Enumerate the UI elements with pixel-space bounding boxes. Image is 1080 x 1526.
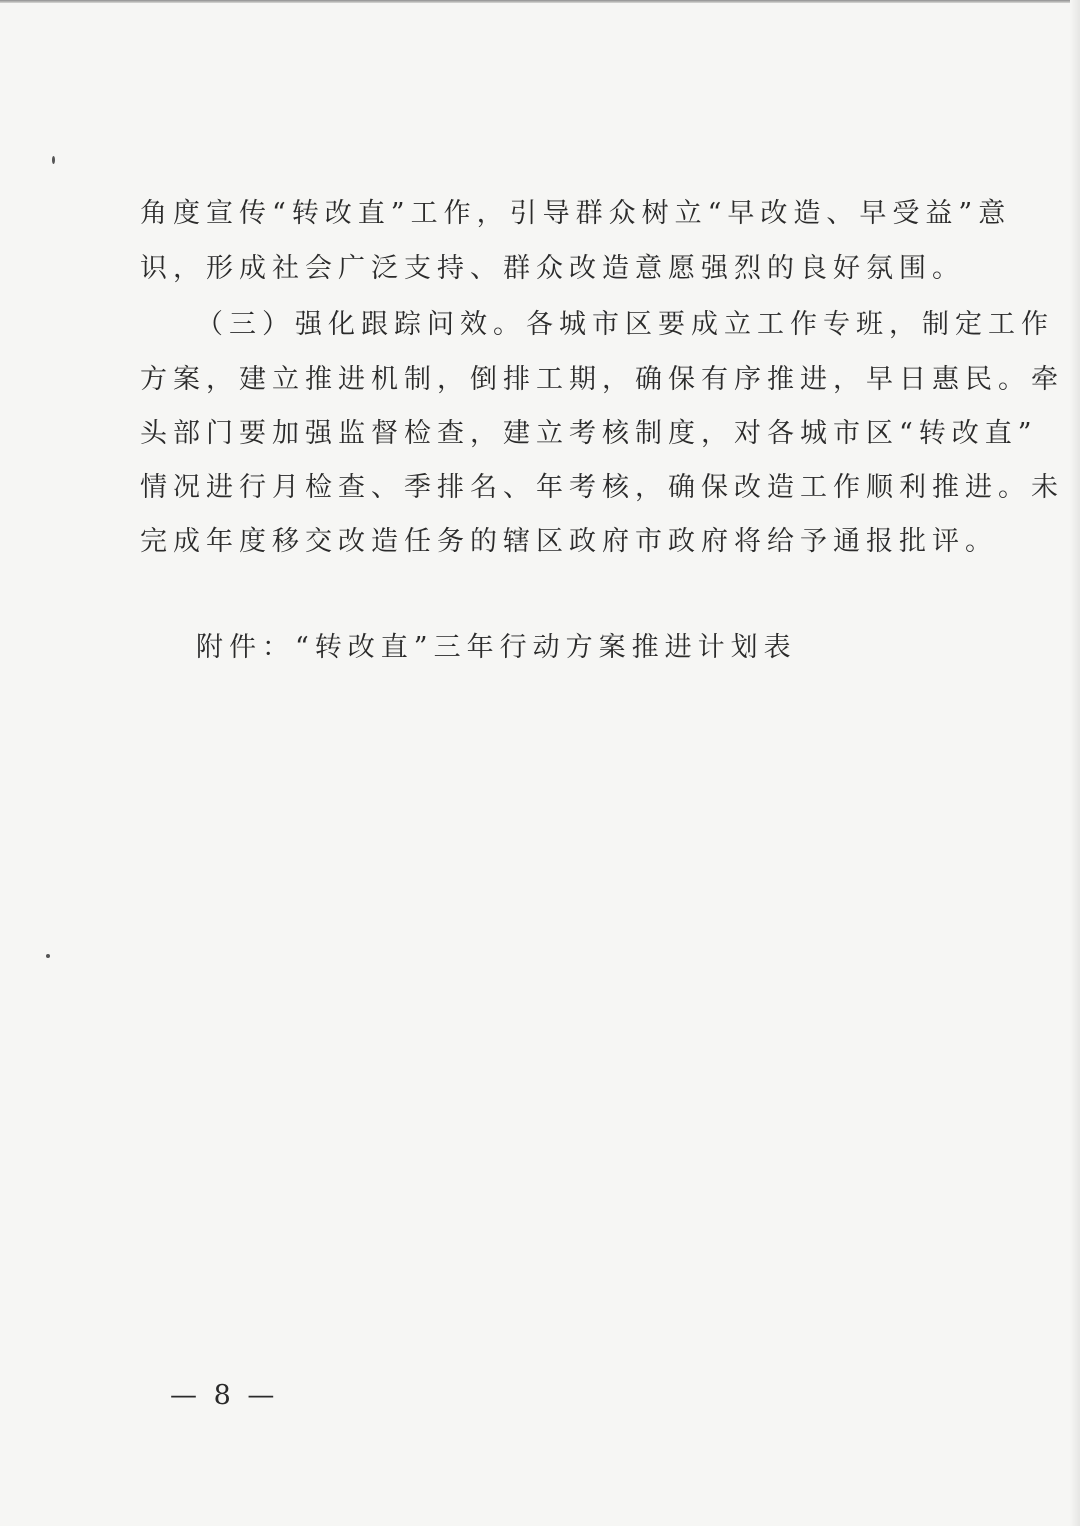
scan-right-edge <box>1070 0 1080 1526</box>
page-number: — 8 — <box>170 1380 279 1411</box>
scan-speck <box>52 156 55 164</box>
body-line-4: 方案，建立推进机制，倒排工期，确保有序推进，早日惠民。牵 <box>140 364 1064 395</box>
body-line-7: 完成年度移交改造任务的辖区政府市政府将给予通报批评。 <box>140 526 998 557</box>
scan-top-edge <box>0 0 1080 3</box>
body-line-6: 情况进行月检查、季排名、年考核，确保改造工作顺利推进。未 <box>140 472 1064 503</box>
body-line-1: 角度宣传“转改直”工作，引导群众树立“早改造、早受益”意 <box>140 198 1012 229</box>
body-line-5: 头部门要加强监督检查，建立考核制度，对各城市区“转改直” <box>140 418 1038 449</box>
body-line-3: （三）强化跟踪问效。各城市区要成立工作专班，制定工作 <box>196 309 1054 340</box>
body-line-2: 识，形成社会广泛支持、群众改造意愿强烈的良好氛围。 <box>140 253 965 284</box>
attachment-line: 附件：“转改直”三年行动方案推进计划表 <box>196 632 797 663</box>
scan-speck <box>46 954 50 958</box>
